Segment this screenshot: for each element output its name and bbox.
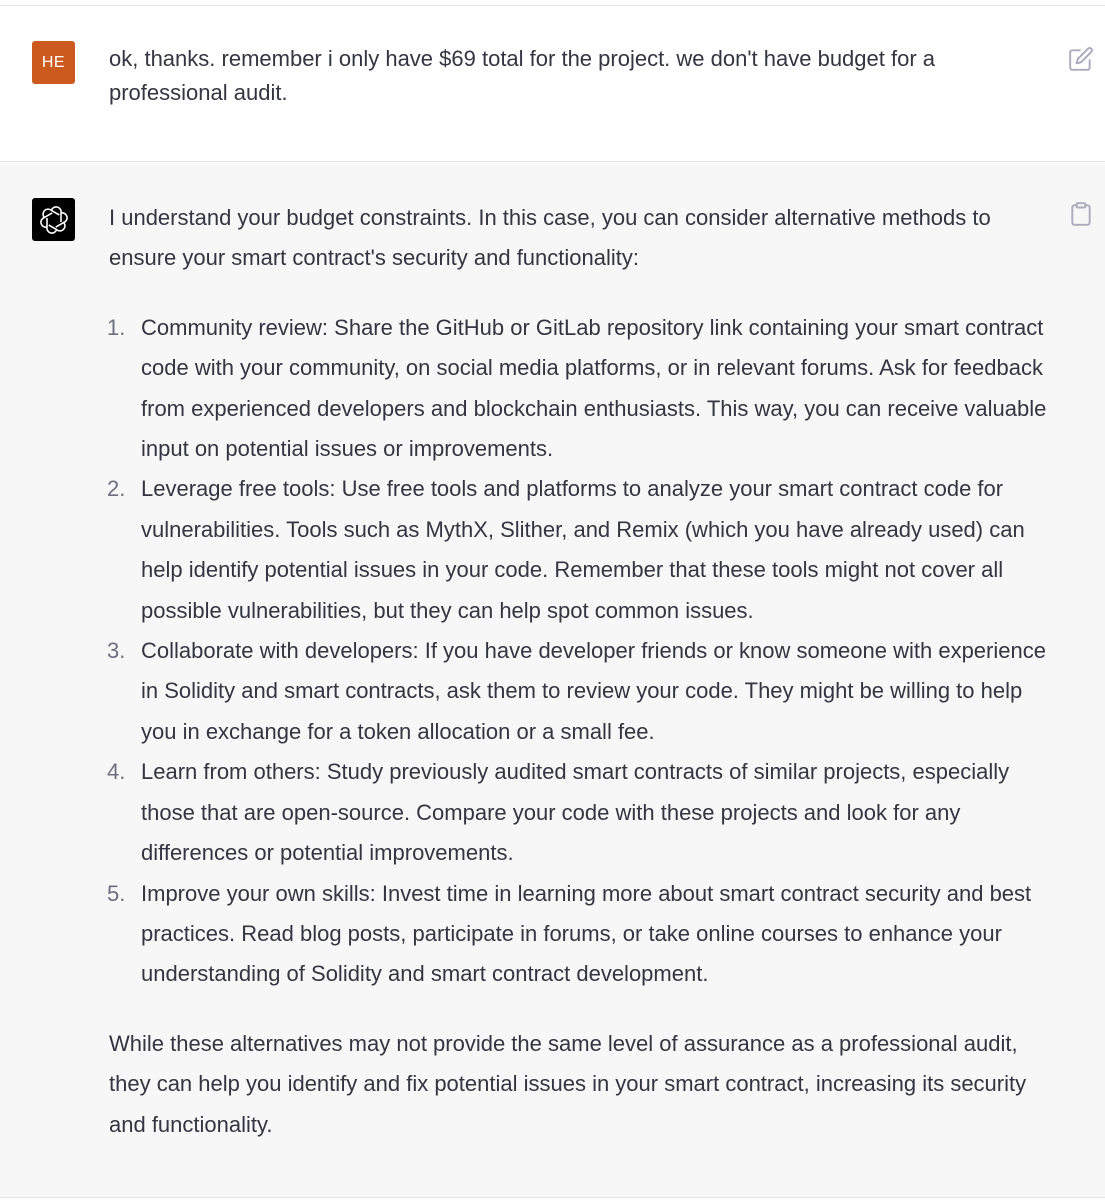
openai-logo-icon xyxy=(32,198,75,241)
assistant-conclusion: While these alternatives may not provide the same level of assurance as a professional audit, they can help you identify and fix potential issues in your smart contract, increasing its security and functionality. xyxy=(109,1030,1027,1137)
edit-icon[interactable] xyxy=(1068,46,1094,72)
list-item-number: 3. xyxy=(107,638,126,664)
clipboard-icon[interactable] xyxy=(1068,201,1094,227)
list-item xyxy=(109,631,1059,752)
list-item xyxy=(109,469,1059,631)
list-item-text: Community review: Share the GitHub or GitLab repository link containing your smart contract code with your community, on social media platforms, or in relevant forums. Ask for feedback from experienced developers and blockchain enthusiasts. This way, you can receive valuable input on potential issues or improvements. xyxy=(141,314,1047,462)
suggestion-list xyxy=(109,308,1059,995)
list-item xyxy=(109,308,1059,470)
assistant-message xyxy=(0,163,1105,1198)
user-message-text: ok, thanks. remember i only have $69 total for the project. we don't have budget for a professional audit. xyxy=(109,46,936,105)
list-item-text: Learn from others: Study previously audited smart contracts of similar projects, especially those that are open-source. Compare your code with these projects and look for any differences or potential improvements. xyxy=(141,759,1010,866)
list-item-text: Improve your own skills: Invest time in learning more about smart contract security and best practices. Read blog posts, participate in forums, or take online courses to enhance your understanding of Solidity and smart contract development. xyxy=(141,880,1032,987)
list-item xyxy=(109,752,1059,873)
assistant-intro: I understand your budget constraints. In this case, you can consider alternative methods to ensure your smart contract's security and functionality: xyxy=(109,205,991,271)
list-item-number: 4. xyxy=(107,759,126,785)
list-item-text: Collaborate with developers: If you have developer friends or know someone with experience in Solidity and smart contracts, ask them to review your code. They might be willing to help you in exchange for a token allocation or a small fee. xyxy=(141,638,1046,744)
list-item-text: Leverage free tools: Use free tools and platforms to analyze your smart contract code for vulnerabilities. Tools such as MythX, Slither, and Remix (which you have already used) can help identify potential issues in your code. Remember that these tools might not cover all possible vulnerabilities, but they can help spot common issues. xyxy=(141,476,1025,623)
list-item-number: 5. xyxy=(107,880,126,906)
list-item-number: 1. xyxy=(107,314,126,340)
user-avatar-initials: HE xyxy=(41,53,66,71)
list-item xyxy=(109,874,1059,995)
user-avatar xyxy=(32,41,75,84)
list-item-number: 2. xyxy=(107,476,126,502)
assistant-message-content xyxy=(109,198,1059,1145)
user-message xyxy=(0,6,1105,162)
